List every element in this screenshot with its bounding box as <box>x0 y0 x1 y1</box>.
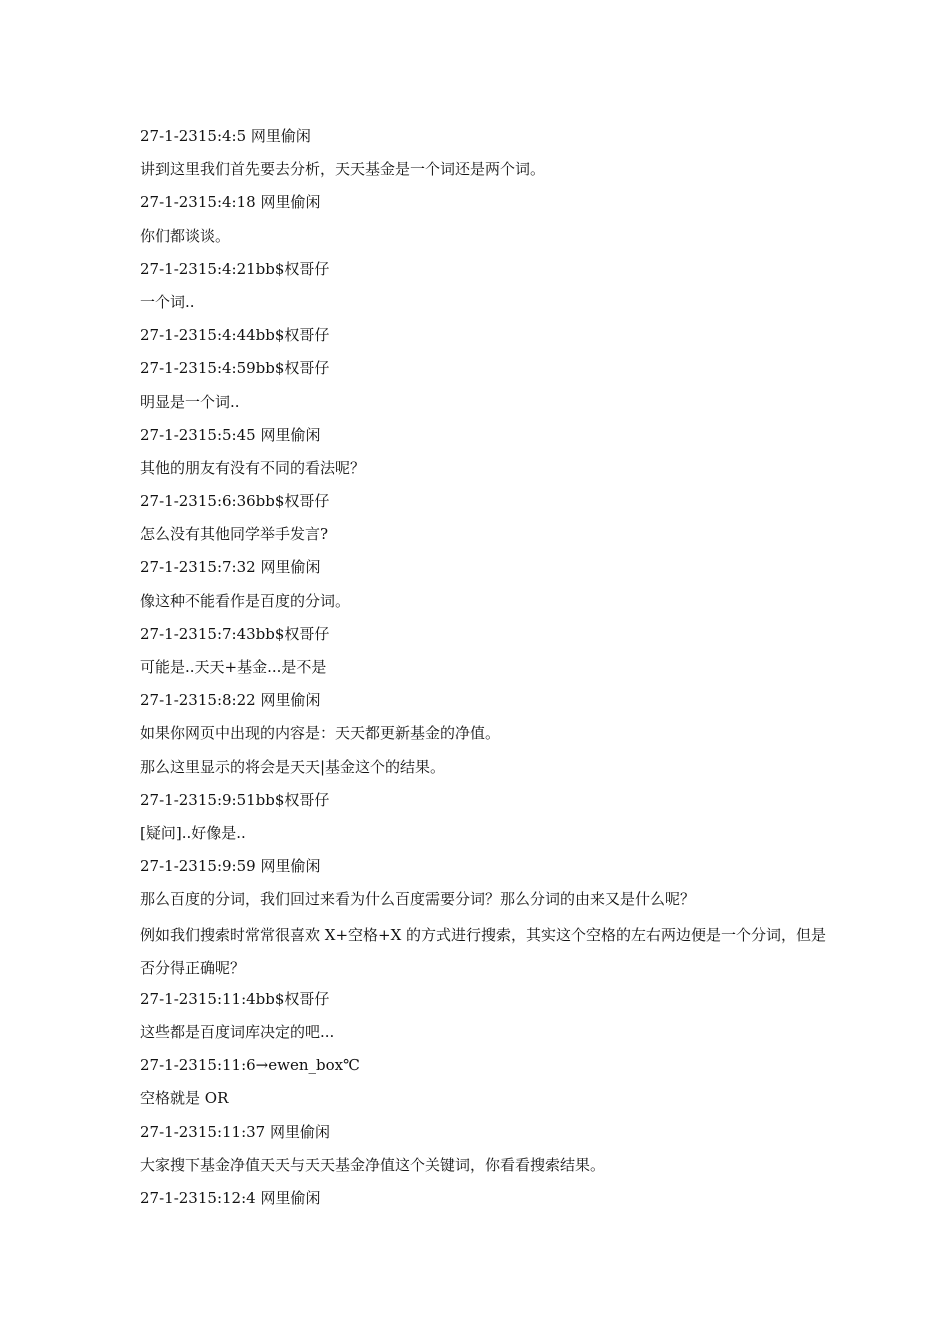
message-header: 27-1-2315:4:59bb$权哥仔 <box>140 359 330 378</box>
message-header: 27-1-2315:4:18 网里偷闲 <box>140 193 321 212</box>
message-text: 如果你网页中出现的内容是：天天都更新基金的净值。 <box>140 724 501 743</box>
message-header: 27-1-2315:5:45 网里偷闲 <box>140 425 321 444</box>
message-header: 27-1-2315:11:6→ewen_box℃ <box>140 1056 360 1075</box>
message-text: 那么百度的分词，我们回过来看为什么百度需要分词？那么分词的由来又是什么呢？ <box>140 890 696 909</box>
message-text: 大家搜下基金净值天天与天天基金净值这个关键词，你看看搜索结果。 <box>140 1155 606 1174</box>
message-header: 27-1-2315:11:4bb$权哥仔 <box>140 989 330 1008</box>
message-text: 例如我们搜索时常常很喜欢 X+空格+X 的方式进行搜索，其实这个空格的左右两边便是一个分词，但是否分得正确呢？ <box>140 925 827 977</box>
message-header: 27-1-2315:4:5 网里偷闲 <box>140 127 311 145</box>
message-header: 27-1-2315:4:44bb$权哥仔 <box>140 326 330 345</box>
chat-transcript <box>140 122 830 1217</box>
message-header: 27-1-2315:7:43bb$权哥仔 <box>140 624 330 643</box>
message-header: 27-1-2315:7:32 网里偷闲 <box>140 558 321 577</box>
message-text: 那么这里显示的将会是天天|基金这个的结果。 <box>140 757 446 776</box>
message-text: 空格就是 OR <box>140 1089 229 1108</box>
message-header: 27-1-2315:8:22 网里偷闲 <box>140 691 321 710</box>
message-text: 怎么没有其他同学举手发言? <box>140 525 329 544</box>
message-text: 这些都是百度词库决定的吧... <box>140 1023 335 1042</box>
message-header: 27-1-2315:4:21bb$权哥仔 <box>140 259 330 278</box>
message-text: [疑问]..好像是.. <box>140 823 246 842</box>
message-text: 一个词.. <box>140 292 195 311</box>
message-header: 27-1-2315:6:36bb$权哥仔 <box>140 492 330 511</box>
message-text: 讲到这里我们首先要去分析，天天基金是一个词还是两个词。 <box>140 160 546 179</box>
message-header: 27-1-2315:9:59 网里偷闲 <box>140 857 321 876</box>
message-header: 27-1-2315:12:4 网里偷闲 <box>140 1189 321 1208</box>
message-header: 27-1-2315:11:37 网里偷闲 <box>140 1122 330 1141</box>
message-text: 其他的朋友有没有不同的看法呢？ <box>140 458 366 477</box>
message-text: 可能是..天天+基金...是不是 <box>140 658 327 676</box>
message-text: 明显是一个词.. <box>140 392 240 411</box>
message-header: 27-1-2315:9:51bb$权哥仔 <box>140 790 330 809</box>
message-text: 像这种不能看作是百度的分词。 <box>140 591 351 610</box>
message-text: 你们都谈谈。 <box>140 226 231 245</box>
